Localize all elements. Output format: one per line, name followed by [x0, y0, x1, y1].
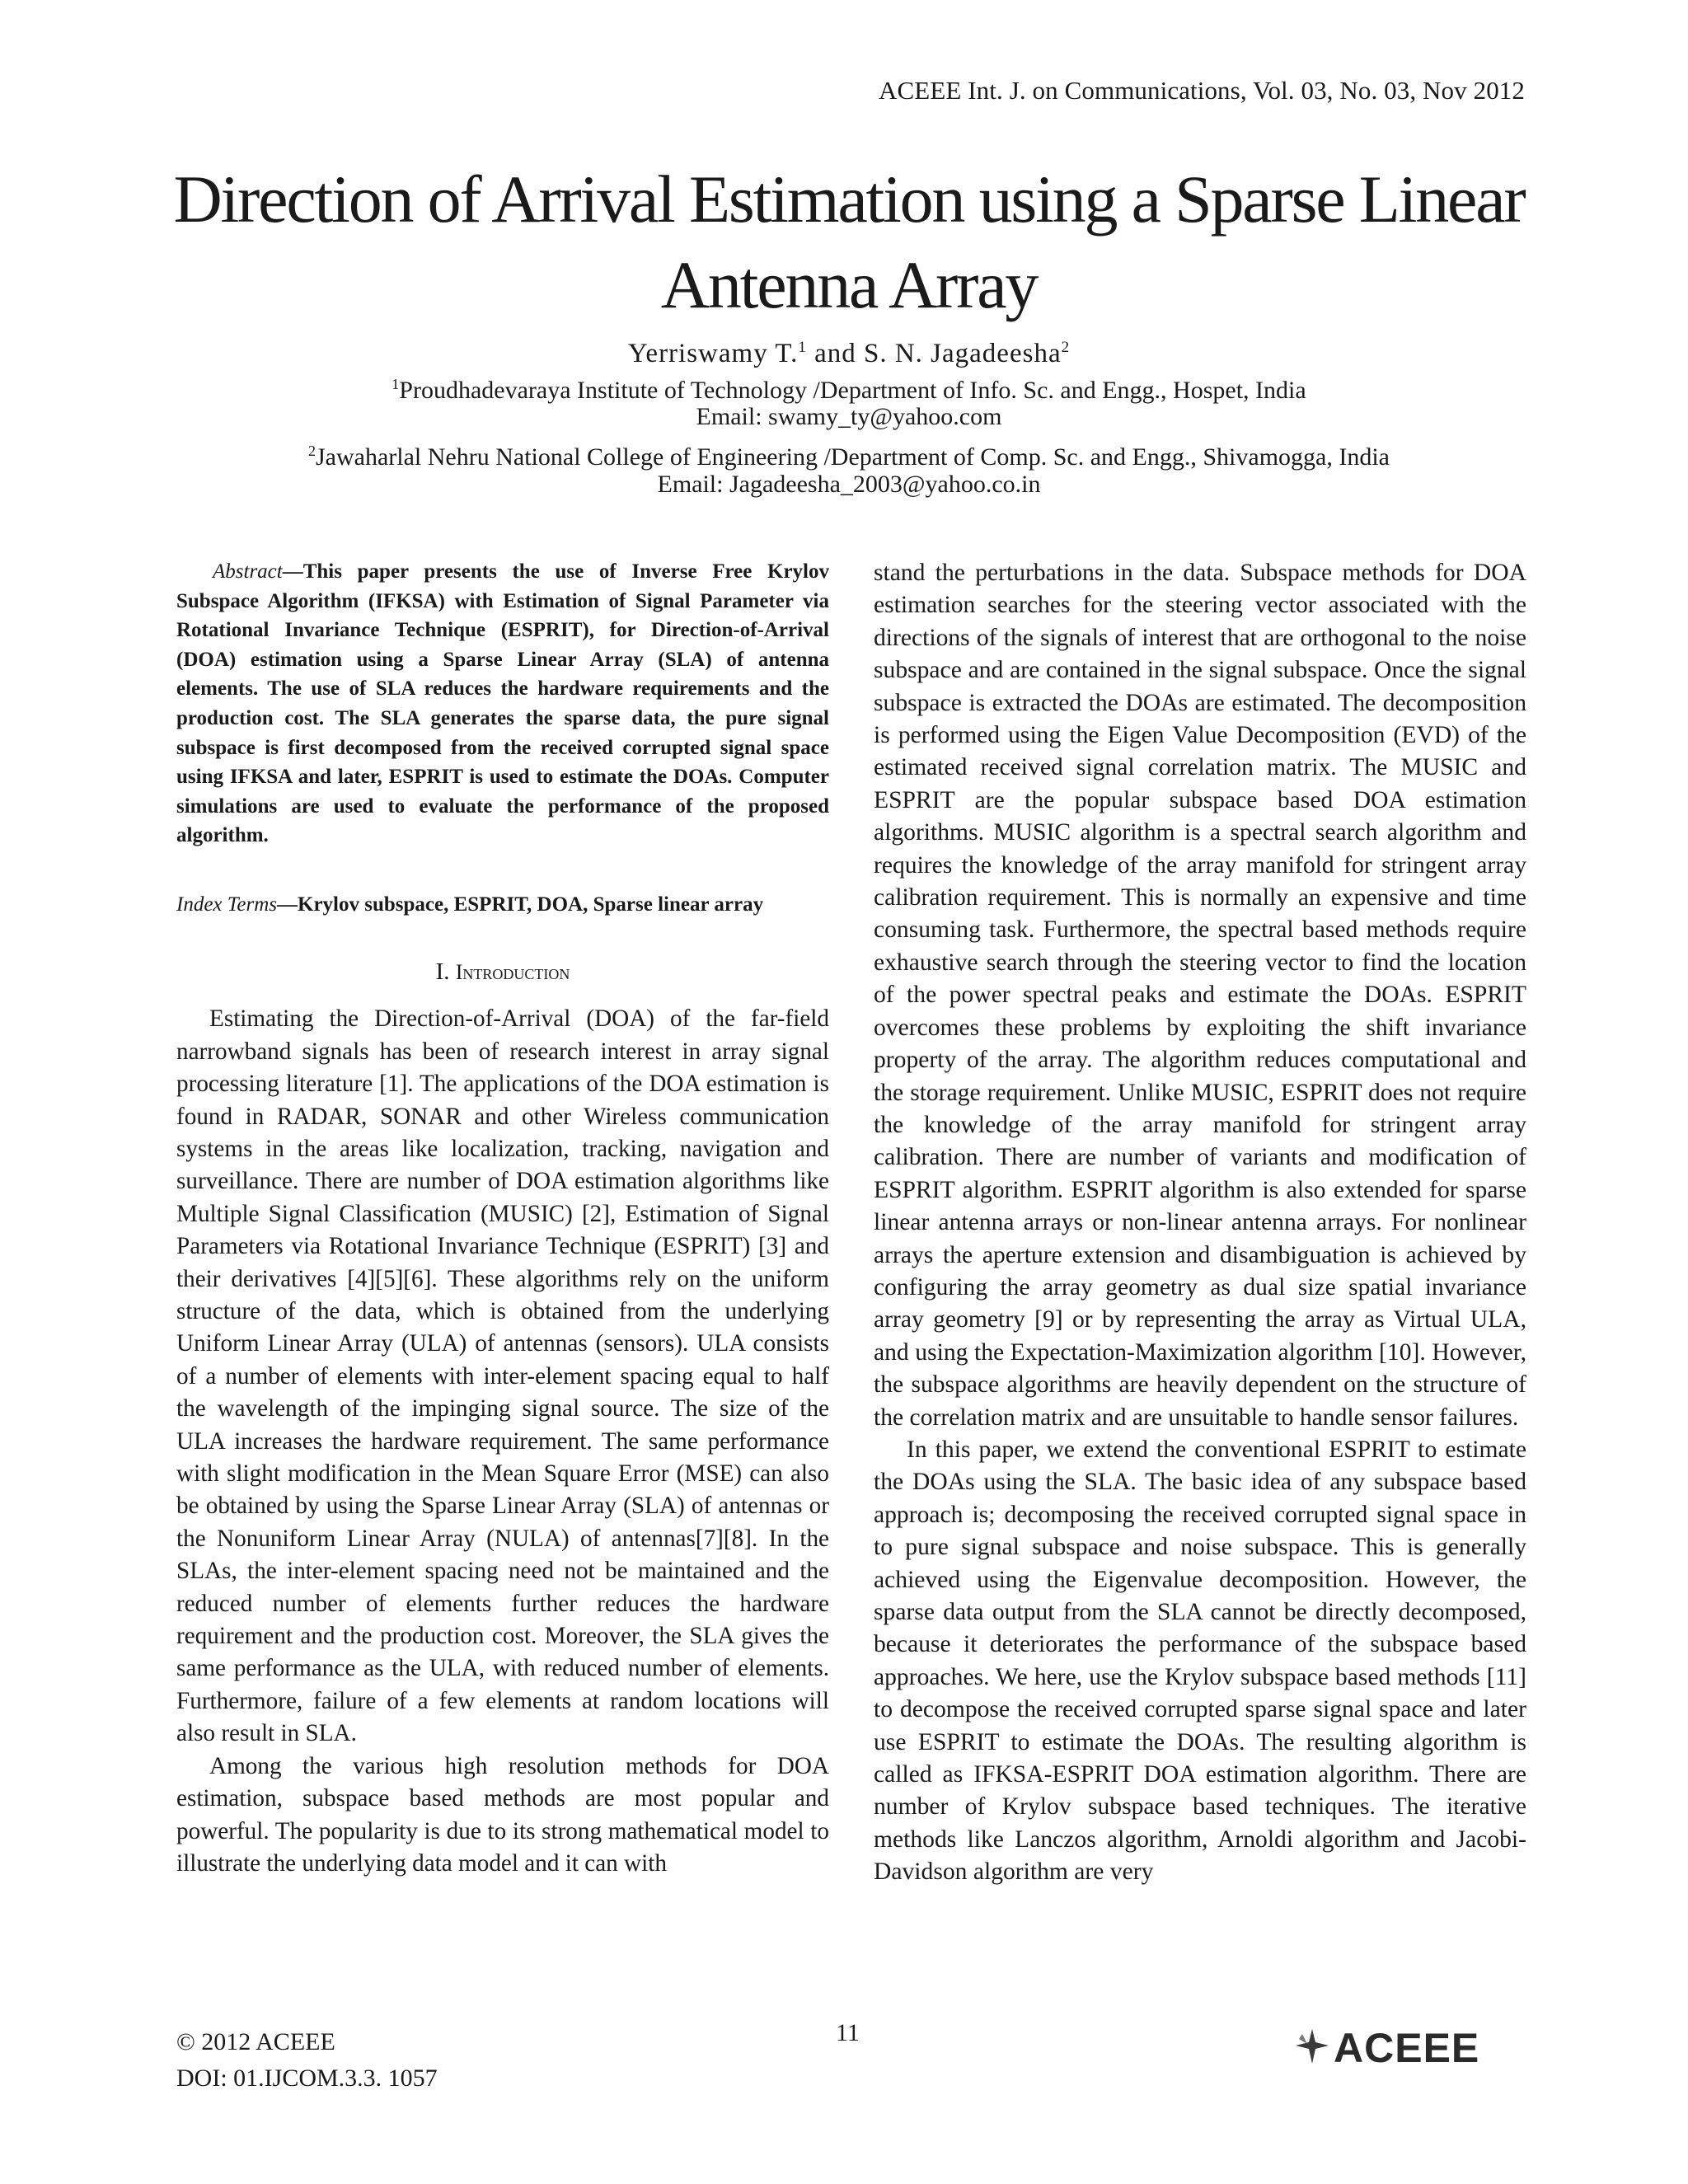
affiliation-text: Proudhadevaraya Institute of Technology /Department of Info. Sc. and Engg., Hospet, India — [399, 377, 1306, 404]
paper-title: Direction of Arrival Estimation using a Sparse Linear Antenna Array — [173, 162, 1525, 322]
index-terms — [176, 887, 829, 923]
author-joiner: and — [814, 339, 856, 368]
footer-left — [176, 2024, 438, 2097]
paragraph: In this paper, we extend the conventional ESPRIT to estimate the DOAs using the SLA. The basic idea of any subspace based approach is; decomposing the received corrupted signal space in to pure signal subspace and noise subspace. This is generally achieved using the Eigenvalue decomposition. However, the sparse data output from the SLA cannot be directly decomposed, because it deteriorates the performance of the subspace based approaches. We here, use the Krylov subspace based methods [11] to decompose the received corrupted sparse signal space and later use ESPRIT to estimate the DOAs. The resulting algorithm is called as IFKSA-ESPRIT DOA estimation algorithm. There are number of Krylov subspace based techniques. The iterative methods like Lanczos algorithm, Arnoldi algorithm and Jacobi-Davidson algorithm are very — [874, 1436, 1526, 1886]
author-name: Yerriswamy T. — [627, 339, 799, 368]
introduction-body — [176, 1003, 829, 1880]
author-name: S. N. Jagadeesha — [863, 339, 1062, 368]
introduction-body-continued — [874, 557, 1526, 1889]
author-affil-mark: 1 — [798, 339, 807, 356]
affiliation-2 — [124, 435, 1574, 473]
section-title: Introduction — [455, 959, 570, 984]
star-icon — [1296, 2029, 1329, 2064]
affiliation-email-1: Email: swamy_ty@yahoo.com — [696, 403, 1002, 430]
page-number: 11 — [836, 2019, 860, 2046]
author-line — [124, 331, 1574, 370]
abstract — [176, 557, 829, 851]
right-column — [874, 557, 1526, 1889]
index-terms-label: Index Terms — [176, 893, 277, 916]
affiliation-text: Jawaharlal Nehru National College of Engineering /Department of Comp. Sc. and Engg., Shivamogga, India — [316, 443, 1390, 471]
index-terms-dash: — — [277, 893, 298, 916]
aceee-logo — [1291, 2026, 1522, 2069]
affiliation-mark: 1 — [392, 376, 400, 392]
index-terms-text: Krylov subspace, ESPRIT, DOA, Sparse linear array — [298, 893, 764, 916]
author-affil-mark: 2 — [1061, 339, 1071, 356]
paragraph: Among the various high resolution methods for DOA estimation, subspace based methods are most popular and powerful. The popularity is due to its strong mathematical model to illustrate the underlying data model and it can with — [176, 1752, 829, 1877]
abstract-dash: — — [282, 560, 303, 583]
affiliation-email-2: Email: Jagadeesha_2003@yahoo.co.in — [657, 471, 1041, 498]
abstract-text: This paper presents the use of Inverse Free Krylov Subspace Algorithm (IFKSA) with Estimation of Signal Parameter via Rotational Invariance Technique (ESPRIT), for Direction-of-Arrival (DOA) estimation using a Sparse Linear Array (SLA) of antenna elements. The use of SLA reduces the hardware requirements and the production cost. The SLA generates the sparse data, the pure signal subspace is first decomposed from the received corrupted signal space using IFKSA and later, ESPRIT is used to estimate the DOAs. Computer simulations are used to evaluate the performance of the proposed algorithm. — [176, 560, 829, 847]
section-number: I. — [435, 958, 450, 985]
left-column — [176, 557, 829, 1880]
running-head: ACEEE Int. J. on Communications, Vol. 03, No. 03, Nov 2012 — [879, 76, 1525, 105]
section-heading — [176, 956, 829, 988]
paragraph: stand the perturbations in the data. Subspace methods for DOA estimation searches for the steering vector associated with the directions of the signals of interest that are orthogonal to the noise subspace and are contained in the signal subspace. Once the signal subspace is extracted the DOAs are estimated. The decomposition is performed using the Eigen Value Decomposition (EVD) of the estimated received signal correlation matrix. The MUSIC and ESPRIT are the popular subspace based DOA estimation algorithms. MUSIC algorithm is a spectral search algorithm and requires the knowledge of the array manifold for stringent array calibration requirement. This is normally an expensive and time consuming task. Furthermore, the spectral based methods require exhaustive search through the steering vector to find the location of the power spectral peaks and estimate the DOAs. ESPRIT overcomes these problems by exploiting the shift invariance property of the array. The algorithm reduces computational and the storage requirement. Unlike MUSIC, ESPRIT does not require the knowledge of the array manifold for stringent array calibration. There are number of variants and modification of ESPRIT algorithm. ESPRIT algorithm is also extended for sparse linear antenna arrays or non-linear antenna arrays. For nonlinear arrays the aperture extension and disambiguation is achieved by configuring the array geometry as dual size spatial invariance array geometry [9] or by representing the array as Virtual ULA, and using the Expectation-Maximization algorithm [10]. However, the subspace algorithms are heavily dependent on the structure of the correlation matrix and are unsuitable to handle sensor failures. — [874, 560, 1526, 1431]
copyright: © 2012 ACEEE — [176, 2028, 335, 2055]
logo-wordmark: ACEEE — [1334, 2026, 1480, 2069]
doi: DOI: 01.IJCOM.3.3. 1057 — [176, 2064, 438, 2092]
affiliation-mark: 2 — [308, 443, 316, 459]
paragraph: Estimating the Direction-of-Arrival (DOA) of the far-field narrowband signals has been of research interest in array signal processing literature [1]. The applications of the DOA estimation is found in RADAR, SONAR and other Wireless communication systems in the areas like localization, tracking, navigation and surveillance. There are number of DOA estimation algorithms like Multiple Signal Classification (MUSIC) [2], Estimation of Signal Parameters via Rotational Invariance Technique (ESPRIT) [3] and their derivatives [4][5][6]. These algorithms rely on the uniform structure of the data, which is obtained from the underlying Uniform Linear Array (ULA) of antennas (sensors). ULA consists of a number of elements with inter-element spacing equal to half the wavelength of the impinging signal source. The size of the ULA increases the hardware requirement. The same performance with slight modification in the Mean Square Error (MSE) can also be obtained by using the Sparse Linear Array (SLA) of antennas or the Nonuniform Linear Array (NULA) of antennas[7][8]. In the SLAs, the inter-element spacing need not be maintained and the reduced number of elements further reduces the hardware requirement and the production cost. Moreover, the SLA gives the same performance as the ULA, with reduced number of elements. Furthermore, failure of a few elements at random locations will also result in SLA. — [176, 1005, 829, 1747]
abstract-label: Abstract — [213, 560, 283, 583]
